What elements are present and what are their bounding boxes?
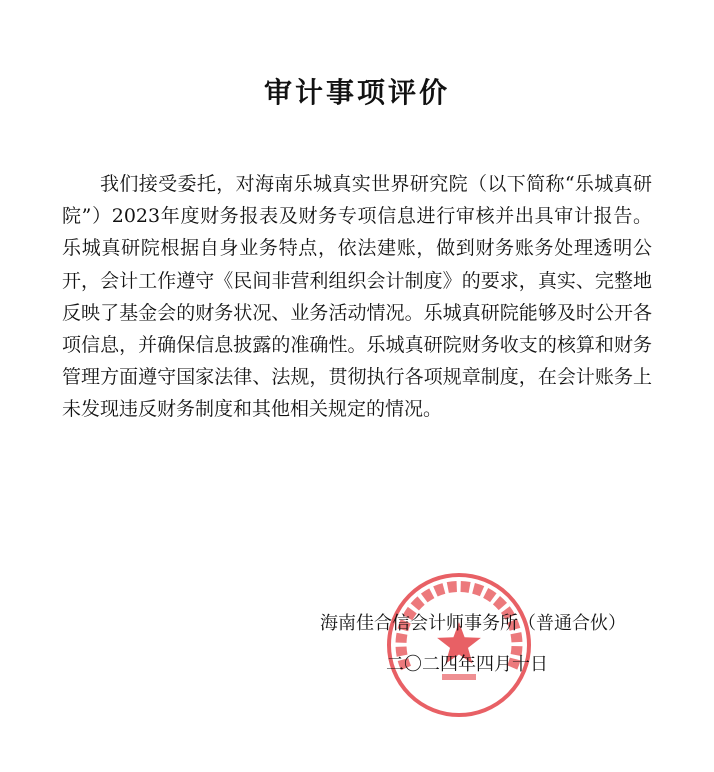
company-seal [384,570,534,720]
document-title: 审计事项评价 [263,76,450,109]
signature-date: 二〇二四年四月十日 [386,654,548,675]
document-body [62,168,652,426]
body-paragraph: 我们接受委托，对海南乐城真实世界研究院（以下简称“乐城真研院”）2023年度财务报表及财务专项信息进行审核并出具审计报告。乐城真研院根据自身业务特点，依法建账，做到财务账务处理透明公开，会计工作遵守《民间非营利组织会计制度》的要求，真实、完整地反映了基金会的财务状况、业务活动情况。乐城真研院能够及时公开各项信息，并确保信息披露的准确性。乐城真研院财务收支的核算和财务管理方面遵守国家法律、法规，贯彻执行各项规章制度，在会计账务上未发现违反财务制度和其他相关规定的情况。 [62,173,652,421]
signer-name: 海南佳合信会计师事务所（普通合伙） [320,613,626,634]
